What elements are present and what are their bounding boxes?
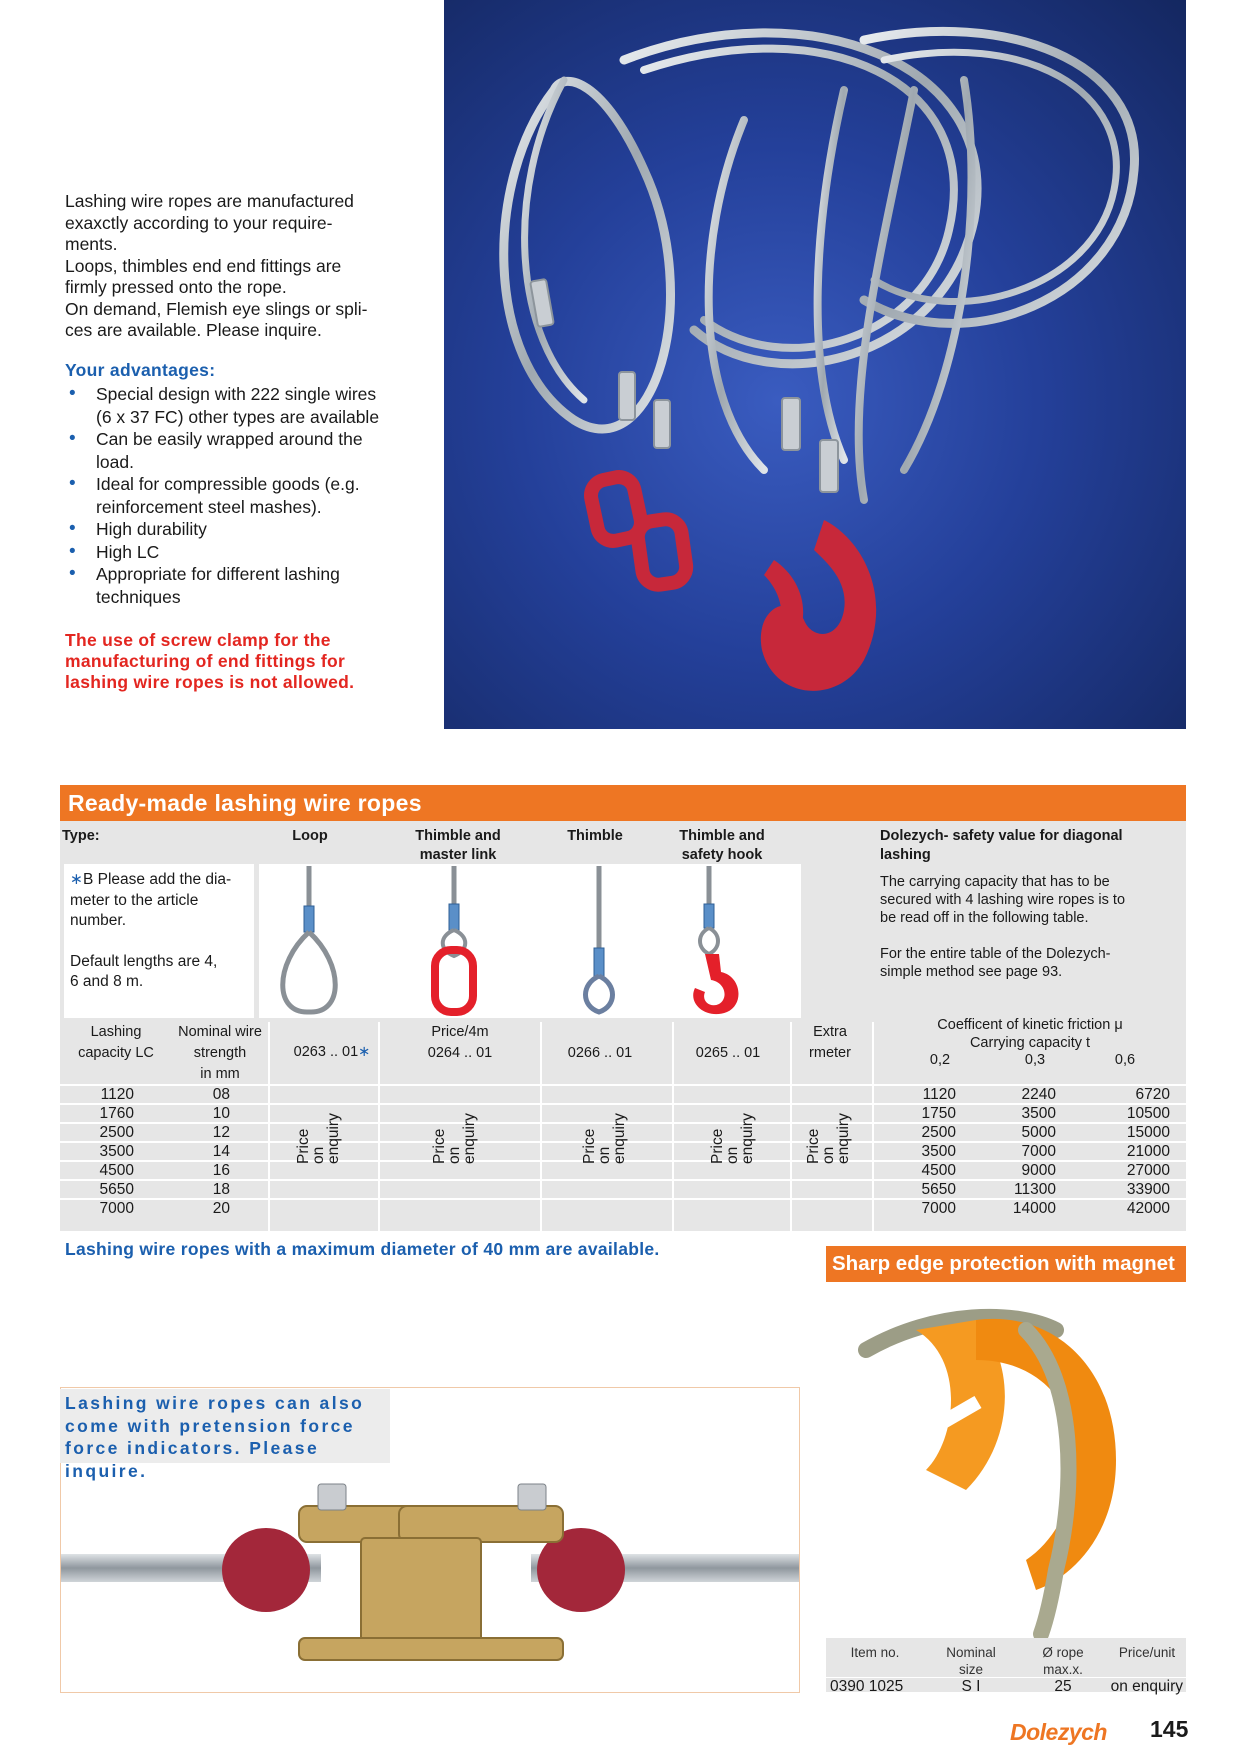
header-mu-03: 0,3: [1024, 1052, 1046, 1068]
safety-value-title: Dolezych- safety value for diagonal lashing: [880, 828, 1123, 863]
page-number: 145: [1150, 1716, 1189, 1742]
header-friction: Coefficent of kinetic friction μ Carrying capacity t: [937, 1017, 1123, 1051]
header-article-0264: Price/4m 0264 .. 01: [427, 1024, 493, 1061]
intro-line: ces are available. Please inquire.: [65, 320, 322, 340]
type-thimble: Thimble: [567, 828, 623, 844]
price-on-enquiry-0263: Price on enquiry: [295, 1113, 342, 1164]
header-article-0265: 0265 .. 01: [695, 1045, 761, 1061]
edge-protector-illustration: [826, 1290, 1186, 1638]
list-item: • Appropriate for different lashing techniques: [65, 563, 435, 608]
header-lashing-capacity: Lashing capacity LC: [78, 1024, 154, 1061]
list-item: • High durability: [65, 518, 435, 541]
table-divider: [672, 1022, 674, 1231]
price-unit: on enquiry: [1110, 1678, 1183, 1695]
screw-clamp-warning: The use of screw clamp for the manufacturing of end fittings for lashing wire ropes is not allowed.: [65, 630, 355, 692]
header-mu-02: 0,2: [929, 1052, 951, 1068]
sling-type-illustrations: [259, 864, 801, 1018]
list-item: • Can be easily wrapped around the load.: [65, 428, 435, 473]
header-extra-meter: Extra rmeter: [809, 1024, 851, 1061]
intro-line: On demand, Flemish eye slings or spli-: [65, 298, 368, 319]
loop-sling-icon: [283, 866, 336, 1012]
type-label: Type:: [62, 828, 100, 844]
hero-photo-wire-ropes: [444, 0, 1186, 729]
table-divider: [268, 1022, 270, 1231]
header-mu-06: 0,6: [1114, 1052, 1136, 1068]
header-nominal-strength: Nominal wire strength in mm: [178, 1024, 262, 1082]
price-on-enquiry-0264: Price on enquiry: [431, 1113, 478, 1164]
advantages-title: Your advantages:: [65, 360, 216, 380]
header-article-0266: 0266 .. 01: [567, 1045, 633, 1061]
type-thimble-safety-hook: Thimble and safety hook: [679, 828, 765, 863]
intro-line: Lashing wire ropes are manufactured: [65, 191, 354, 211]
product-images: [259, 864, 801, 1018]
article-note: ∗B Please add the dia- meter to the article number. Default lengths are 4, 6 and 8 m.: [64, 864, 254, 1018]
safety-value-description: The carrying capacity that has to be secured with 4 lashing wire ropes is to be read off in the following table. For the entire table of the Dolezych- simple method see page 93.: [880, 874, 1126, 980]
header-article-0263: 0263 .. 01∗: [293, 1044, 371, 1060]
intro-text: [65, 191, 425, 342]
safety-hook-sling-icon: [693, 866, 738, 1014]
list-item: • Ideal for compressible goods (e.g. reinforcement steel mashes).: [65, 473, 435, 518]
section-title: Ready-made lashing wire ropes: [60, 785, 1186, 821]
price-on-enquiry-0265: Price on enquiry: [709, 1113, 756, 1164]
intro-line: ments.: [65, 234, 118, 254]
list-item: • High LC: [65, 541, 435, 564]
table-divider: [872, 1022, 874, 1231]
rope-diameter: 25: [1054, 1678, 1072, 1695]
table-divider: [790, 1022, 792, 1231]
advantages-list: [65, 383, 435, 608]
type-thimble-master-link: Thimble and master link: [415, 828, 501, 863]
table-divider: [540, 1022, 542, 1231]
wire-rope-illustration: [444, 0, 1186, 729]
price-on-enquiry-extra: Price on enquiry: [805, 1113, 852, 1164]
edge-protector-table: Item no. Nominal size Ø rope max.x. Price/unit 0390 1025 S I 25 on enquiry: [826, 1638, 1186, 1692]
type-loop: Loop: [292, 828, 328, 844]
table-divider: [378, 1022, 380, 1231]
master-link-sling-icon: [435, 866, 473, 1012]
magnet-edge-protector-photo: [826, 1290, 1186, 1638]
nominal-size: S I: [961, 1678, 981, 1695]
price-on-enquiry-0266: Price on enquiry: [581, 1113, 628, 1164]
intro-line: exaxctly according to your require-: [65, 212, 333, 233]
pretension-note: Lashing wire ropes can also come with pretension force force indicators. Please inquire.: [60, 1389, 390, 1463]
item-number: 0390 1025: [830, 1678, 904, 1695]
intro-line: firmly pressed onto the rope.: [65, 277, 287, 297]
list-item: • Special design with 222 single wires (6 x 37 FC) other types are available: [65, 383, 435, 428]
brand-logo: Dolezych: [1010, 1719, 1107, 1745]
availability-note: Lashing wire ropes with a maximum diameter of 40 mm are available.: [65, 1239, 660, 1259]
sharp-edge-title: Sharp edge protection with magnet: [826, 1246, 1186, 1282]
intro-line: Loops, thimbles end end fittings are: [65, 255, 342, 276]
thimble-sling-icon: [586, 866, 613, 1012]
